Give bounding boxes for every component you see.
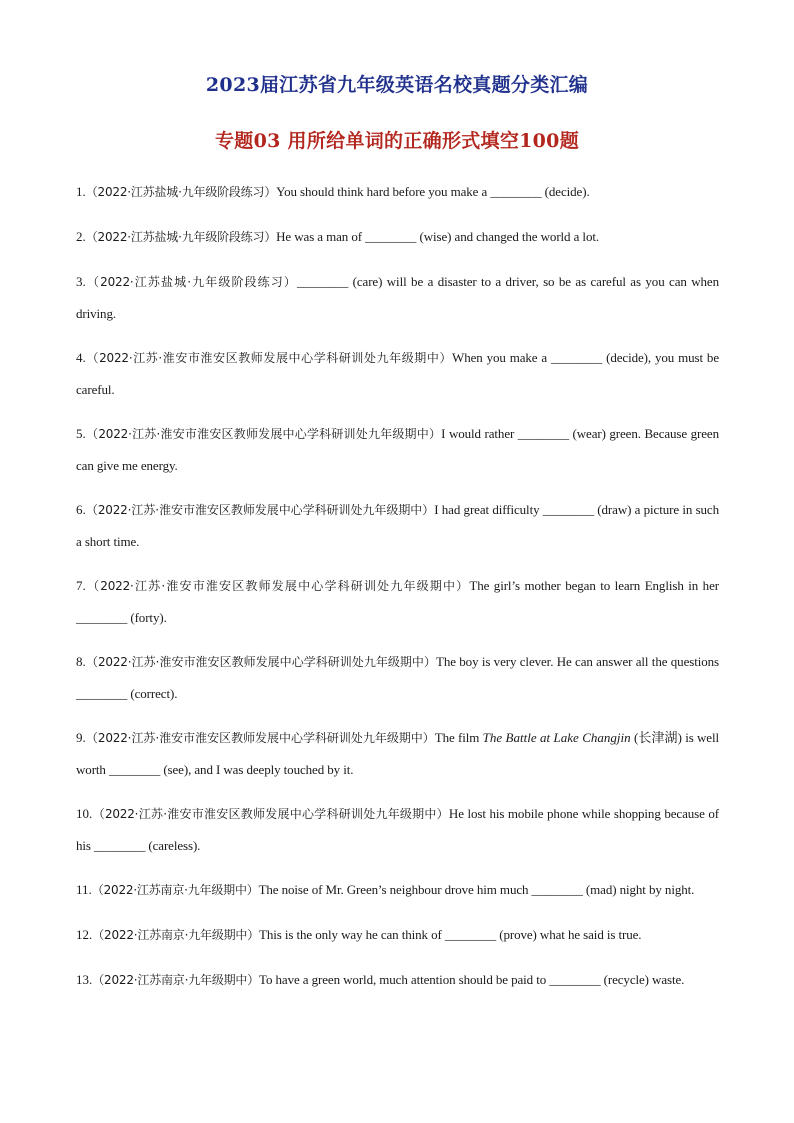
question-text: The noise of Mr. Green’s neighbour drove him much ________ (mad) night by night.: [258, 882, 695, 897]
question-source: （2022·江苏盐城·九年级阶段练习）: [85, 185, 277, 199]
question-source: （2022·江苏南京·九年级期中）: [92, 973, 260, 987]
question-item: [76, 342, 719, 405]
question-text: When you make a ________ (decide), you must be careful.: [76, 350, 719, 397]
question-item: [76, 722, 719, 785]
question-source: （2022·江苏南京·九年级期中）: [92, 928, 260, 942]
question-source: （2022·江苏盐城·九年级阶段练习）: [85, 230, 277, 244]
question-item: [76, 874, 719, 906]
question-text: ________ (care) will be a disaster to a driver, so be as careful as you can when driving.: [76, 274, 719, 321]
document-title: 2023届江苏省九年级英语名校真题分类汇编: [205, 74, 589, 96]
question-item: [76, 798, 719, 861]
question-number: 6.: [76, 502, 86, 517]
question-item: [76, 964, 719, 996]
question-text: The boy is very clever. He can answer all the questions ________ (correct).: [76, 654, 719, 701]
question-number: 7.: [76, 578, 86, 593]
question-item: [76, 570, 719, 633]
question-text: To have a green world, much attention should be paid to ________ (recycle) waste.: [259, 972, 685, 987]
question-source: （2022·江苏盐城·九年级阶段练习）: [85, 275, 297, 289]
question-number: 2.: [76, 229, 86, 244]
question-text: He lost his mobile phone while shopping because of his ________ (careless).: [76, 806, 719, 853]
question-item: [76, 494, 719, 557]
question-item: [76, 646, 719, 709]
question-item: [76, 266, 719, 329]
question-number: 4.: [76, 350, 86, 365]
question-source: （2022·江苏·淮安市淮安区教师发展中心学科研训处九年级期中）: [85, 579, 470, 593]
question-number: 5.: [76, 426, 86, 441]
question-source: （2022·江苏·淮安市淮安区教师发展中心学科研训处九年级期中）: [85, 655, 436, 669]
question-text: I would rather ________ (wear) green. Because green can give me energy.: [76, 426, 719, 473]
question-number: 3.: [76, 274, 86, 289]
question-source: （2022·江苏·淮安市淮安区教师发展中心学科研训处九年级期中）: [92, 807, 449, 821]
question-source: （2022·江苏·淮安市淮安区教师发展中心学科研训处九年级期中）: [85, 427, 442, 441]
question-source: （2022·江苏·淮安市淮安区教师发展中心学科研训处九年级期中）: [85, 731, 435, 745]
question-item: [76, 221, 719, 253]
question-source: （2022·江苏·淮安市淮安区教师发展中心学科研训处九年级期中）: [85, 503, 435, 517]
question-text: This is the only way he can think of ________ (prove) what he said is true.: [259, 927, 642, 942]
question-source: （2022·江苏·淮安市淮安区教师发展中心学科研训处九年级期中）: [85, 351, 453, 365]
question-number: 11.: [76, 882, 92, 897]
question-number: 1.: [76, 184, 86, 199]
question-source: （2022·江苏南京·九年级期中）: [91, 883, 259, 897]
film-title: The Battle at Lake Changjin: [482, 730, 631, 745]
question-item: [76, 418, 719, 481]
question-number: 10.: [76, 806, 93, 821]
question-item: [76, 919, 719, 951]
question-text-before: The film: [434, 730, 483, 745]
question-item: [76, 176, 719, 208]
question-number: 13.: [76, 972, 93, 987]
question-list: [76, 176, 719, 1009]
question-text: You should think hard before you make a ________ (decide).: [276, 184, 590, 199]
question-number: 12.: [76, 927, 93, 942]
question-number: 8.: [76, 654, 86, 669]
question-text: I had great difficulty ________ (draw) a picture in such a short time.: [76, 502, 719, 549]
question-text-after: (长津湖) is well worth ________ (see), and I was deeply touched by it.: [76, 730, 719, 777]
question-text: The girl’s mother began to learn English in her ________ (forty).: [76, 578, 719, 625]
document-subtitle: 专题03 用所给单词的正确形式填空100题: [214, 130, 580, 152]
question-number: 9.: [76, 730, 86, 745]
question-text: He was a man of ________ (wise) and changed the world a lot.: [276, 229, 600, 244]
